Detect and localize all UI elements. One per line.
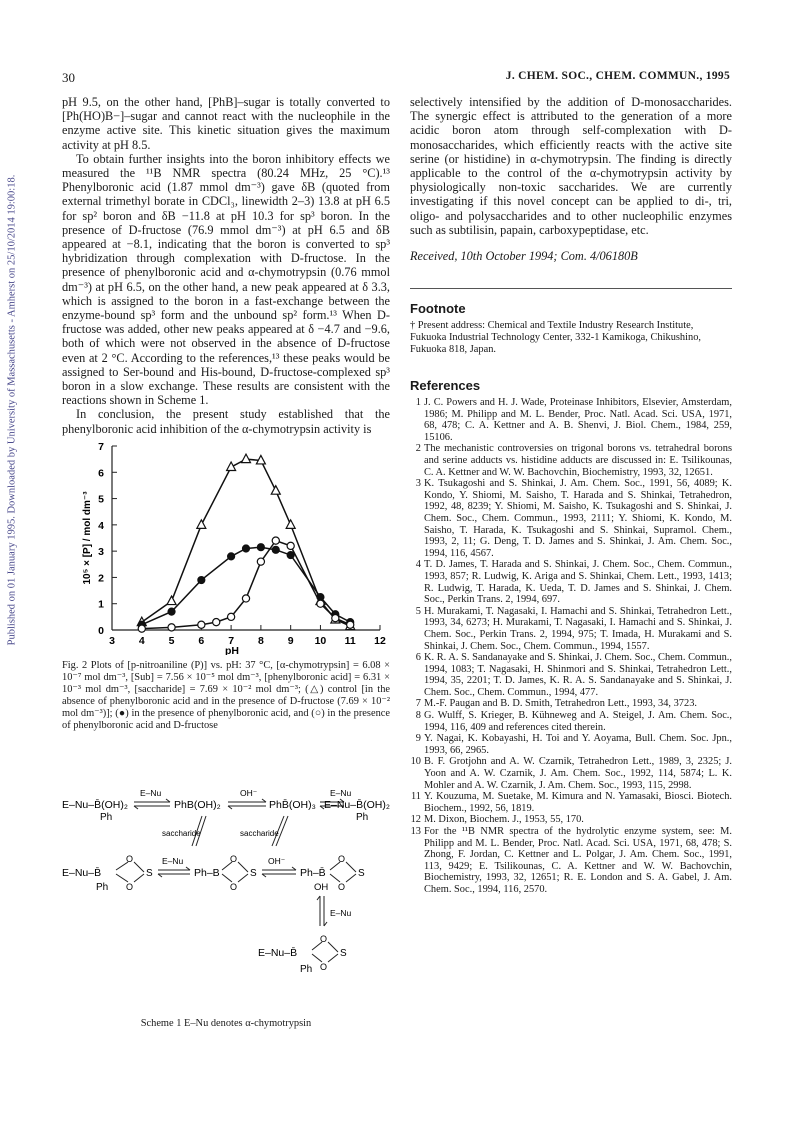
- paragraph-1: pH 9.5, on the other hand, [PhB]–sugar is totally converted to [Ph(HO)B−]–sugar and cannot react with the nucleophile in the enzyme active site. This kinetic situation gives the maximum activity at pH 8.5.: [62, 95, 390, 152]
- y-tick-label: 5: [98, 493, 104, 506]
- x-tick-label: 10: [314, 635, 327, 647]
- y-tick-label: 3: [98, 546, 104, 559]
- reference-item: [410, 698, 732, 710]
- reference-number: 3: [415, 478, 421, 490]
- reference-item: [410, 606, 732, 652]
- ring-s-2: S: [250, 868, 257, 879]
- figure-2-chart: [60, 440, 390, 655]
- reference-text: Y. Nagai, K. Kobayashi, H. Toi and Y. Aoyama, Bull. Chem. Soc. Jpn., 1993, 66, 2965.: [424, 733, 732, 756]
- saccharide-label-1: saccharide: [162, 829, 201, 838]
- reference-list: [410, 397, 732, 896]
- filled-circle-marker: [228, 553, 235, 560]
- scheme-species-3: PhB̄(OH)₃: [269, 799, 316, 811]
- ring-o-4a: O: [320, 934, 328, 944]
- equilibrium-arrow-1: [134, 799, 170, 809]
- reference-text: K. R. A. S. Sandanayake and S. Shinkai, J. Chem. Soc., Chem. Commun., 1994, 1083; T. Nagasaki, H. Shinmori and S. Shinkai, Tetrahedron Lett., 1994, 35, 2201; T. D. James, K. R. A. S. Sandanayake and S. Shinkai, J. Chem. Soc., Chem. Commun., 1994, 477.: [424, 652, 732, 698]
- y-tick-label: 1: [98, 598, 104, 611]
- reference-number: 4: [415, 559, 421, 571]
- scheme-arrow-label-3: E–Nu: [330, 788, 352, 798]
- ring-o-3b: O: [338, 882, 346, 892]
- ring-s-1: S: [146, 868, 153, 879]
- scheme-species-1-ph: Ph: [100, 812, 113, 823]
- scheme-1: [62, 786, 390, 1011]
- reference-text: The mechanistic controversies on trigonal borons vs. tetrahedral borons and serine adducts vs. histidine adducts are discussed in: E. Tsilikounas, C. A. Kettner and W. W. Bachovchin, Biochemistry, 1993, 32, 12651.: [424, 443, 732, 478]
- diol-ring-4: [312, 942, 338, 962]
- scheme-svg: [62, 786, 390, 1011]
- reference-item: [410, 478, 732, 559]
- paragraph-2: To obtain further insights into the boron inhibitory effects we measured the ¹¹B NMR spectra (80.24 MHz, 25 °C).¹³ Phenylboronic acid (1.87 mmol dm⁻³) gave δB (quoted from external trimethyl borate in CDCl₃, linewidth 2–3) 13.8 at pH 6.5 for sp² boron and δB −11.8 at pH 10.3 for sp³ boron. In the presence of D-fructose (76.9 mmol dm⁻³) at pH 6.5 and δB appeared at −8.1, indicating that the boron is converted to sp³ hybridization through complexation with D-fructose. In the presence of phenylboronic acid and α-chymotrypsin (0.76 mmol dm⁻³) at pH 6.5, on the other hand, a new peak appeared at δ 3.3, which is assigned to the boron in a fast-exchange between the enzyme-bound sp³ form and the unbound sp² form.¹³ When D-fructose was added, other new peaks appeared at δ −4.7 and −9.6, both of which were not observed in the absence of D-fructose even at 2 °C. According to the references,¹³ these peaks would be assigned to Ser-bound and His-bound, D-fructose-complexed sp³ boron in a slow exchange. These results are consistent with the reactions shown in Scheme 1.: [62, 151, 390, 408]
- reference-item: [410, 559, 732, 605]
- section-rule: [410, 288, 732, 289]
- reference-item: [410, 397, 732, 443]
- reference-text: K. Tsukagoshi and S. Shinkai, J. Am. Chem. Soc., 1991, 56, 4089; K. Kondo, Y. Shiomi, M. Saisho, T. Harada and S. Shinkai, Tetrahedron, 1992, 48, 8239; Y. Shiomi, M. Saisho, K. Tsukagoshi and S. Shinkai, J. Chem. Soc., Chem. Commun., 1993, 2111; Y. Shiomi, K. Kondo, M. Saisho, T. Harada, K. Tsukagoshi and S. Shinkai, Supramol. Chem., 1993, 2, 11; G. Deng, T. D. James and S. Shinkai, J. Am. Chem. Soc., 1994, 116, 4567.: [424, 478, 732, 559]
- scheme-species-4: E–Nu–B̄(OH)₂: [324, 799, 390, 811]
- scheme-arrow-label-2: OH⁻: [240, 788, 258, 798]
- x-tick-label: 11: [344, 635, 356, 647]
- filled-circle-marker: [242, 545, 249, 552]
- scheme-arrow-label-1: E–Nu: [140, 788, 162, 798]
- paragraph-4: selectively intensified by the addition of D-monosaccharides. The synergic effect is attributed to the generation of a more acidic boron atom through self-complexation with D-monosaccharides, which efficiently reacts with the active site serine (or histidine) in α-chymotrypsin. The finding is directly applicable to the control of the α-chymotrypsin activity by physiologically non-toxic saccharides. We are currently investigating if this novel concept can be applied to di-, tri, oligo- and polysaccharides and to other nucleophilic enzymes such as subtilisin, papain, carboxypeptidase, etc.: [410, 95, 732, 237]
- filled-circle-marker: [257, 544, 264, 551]
- download-watermark-text: Published on 01 January 1995. Downloaded by University of Massachusetts - Amherst on 25/10/2014 19:00:18.: [6, 174, 18, 646]
- open-circle-marker: [347, 621, 354, 628]
- footnote-heading: Footnote: [410, 301, 466, 317]
- triangle-marker: [167, 596, 176, 605]
- y-tick-label: 4: [98, 519, 104, 532]
- ring-o-2b: O: [230, 882, 238, 892]
- triangle-marker: [286, 520, 295, 529]
- reference-text: J. C. Powers and H. J. Wade, Proteinase Inhibitors, Elsevier, Amsterdam, 1986; M. Philipp and M. L. Bender, Proc. Natl. Acad. Sci. USA, 1971, 68, 478; C. A. Kettner and A. B. Shenvi, J. Biol. Chem., 1984, 259, 15106.: [424, 397, 732, 443]
- triangle-marker: [242, 454, 251, 463]
- y-tick-label: 7: [98, 441, 104, 453]
- ring-o-3a: O: [338, 854, 346, 864]
- right-column: [410, 95, 732, 896]
- ring-o-1b: O: [126, 882, 134, 892]
- reference-item: [410, 756, 732, 791]
- x-tick-label: 4: [138, 635, 145, 647]
- download-watermark: [4, 130, 20, 690]
- x-tick-label: 9: [287, 635, 294, 647]
- y-axis-label: 10⁵ × [P] / mol dm⁻³: [82, 491, 93, 585]
- open-circle-marker: [242, 595, 249, 602]
- received-line: Received, 10th October 1994; Com. 4/06180B: [410, 249, 638, 264]
- filled-circle-marker: [272, 546, 279, 553]
- reference-number: 9: [415, 733, 421, 745]
- footnote-text: † Present address: Chemical and Textile Industry Research Institute, Fukuoka Industrial Technology Center, 332-1 Kamikoga, Chikushino, Fukuoka 818, Japan.: [410, 320, 702, 356]
- journal-running-head: J. CHEM. SOC., CHEM. COMMUN., 1995: [505, 70, 730, 82]
- ring-o-2a: O: [230, 854, 238, 864]
- reference-number: 7: [415, 698, 421, 710]
- reference-item: [410, 826, 732, 896]
- triangle-marker: [271, 486, 280, 495]
- references-heading: References: [410, 378, 481, 394]
- triangle-marker: [227, 462, 236, 471]
- open-circle-marker: [198, 621, 205, 628]
- reference-number: 13: [410, 826, 421, 837]
- reference-text: T. D. James, T. Harada and S. Shinkai, J. Chem. Soc., Chem. Commun., 1993, 857; R. Ludwig, K. Ariga and S. Shinkai, Chem. Lett., 1993, 1413; R. Ludwig, T. Harada, K. Ueda, T. D. James and S. Shinkai, J. Chem. Soc., Perkin Trans. 2, 1994, 697.: [424, 559, 732, 606]
- scheme-row2-arrow-label-1: E–Nu: [162, 856, 184, 866]
- scheme-bottom-ph: Ph: [300, 964, 313, 975]
- reference-text: H. Murakami, T. Nagasaki, I. Hamachi and S. Shinkai, Tetrahedron Lett., 1993, 34, 6273; H. Murakami, T. Nagasaki, I. Hamachi and S. Shinkai, J. Chem. Soc., Perkin Trans. 2, 1994, 975; T. Imada, H. Murakami and S. Shinkai, J. Chem. Soc., Chem. Commun., 1994, 1557.: [424, 605, 732, 652]
- open-circle-marker: [287, 542, 294, 549]
- row2-arrow-2: [262, 867, 296, 877]
- ring-o-1a: O: [126, 854, 134, 864]
- triangle-marker: [197, 520, 206, 529]
- row2-arrow-1: [158, 867, 190, 877]
- open-circle-marker: [317, 600, 324, 607]
- ring-s-4: S: [340, 948, 347, 959]
- reference-item: [410, 652, 732, 698]
- reference-text: M.-F. Paugan and B. D. Smith, Tetrahedron Lett., 1993, 34, 3723.: [424, 698, 697, 710]
- y-tick-label: 2: [98, 572, 104, 585]
- open-circle-marker: [272, 537, 279, 544]
- ring-o-4b: O: [320, 962, 328, 972]
- down-arrow: [317, 896, 327, 926]
- diol-ring-2: [222, 862, 248, 882]
- x-tick-label: 7: [228, 635, 235, 647]
- scheme-row2-species-2: Ph–B: [194, 867, 220, 879]
- scheme-species-4-ph: Ph: [356, 812, 369, 823]
- equilibrium-arrow-2: [228, 799, 266, 809]
- scheme-species-2: PhB(OH)₂: [174, 799, 221, 811]
- scheme-caption: Scheme 1 E–Nu denotes α-chymotrypsin: [140, 1018, 312, 1029]
- left-column: [62, 95, 390, 436]
- scheme-row2-arrow-label-2: OH⁻: [268, 856, 286, 866]
- reference-text: Y. Kouzuma, M. Suetake, M. Kimura and N. Yamasaki, Biosci. Biotech. Biochem., 1992, 56, 1819.: [424, 791, 732, 814]
- scheme-species-1: E–Nu–B̄(OH)₂: [62, 799, 128, 811]
- saccharide-label-2: saccharide: [240, 829, 279, 838]
- reference-item: [410, 814, 732, 826]
- open-circle-marker: [332, 615, 339, 622]
- open-circle-marker: [138, 625, 145, 632]
- scheme-oh-label: OH: [314, 882, 329, 893]
- reference-number: 1: [415, 397, 421, 409]
- open-circle-marker: [257, 558, 264, 565]
- reference-number: 2: [415, 443, 421, 455]
- reference-text: B. F. Grotjohn and A. W. Czarnik, Tetrahedron Lett., 1989, 3, 2325; J. Yoon and A. W. Czarnik, J. Am. Chem. Soc., 1992, 114, 5874; L. K. Mohler and A. W. Czarnik, J. Am. Chem. Soc., 1993, 115, 2998.: [424, 756, 732, 791]
- x-tick-label: 3: [109, 635, 115, 647]
- y-tick-label: 0: [98, 625, 104, 637]
- x-tick-label: 5: [168, 635, 175, 647]
- open-circle-marker: [228, 613, 235, 620]
- open-circle-marker: [168, 624, 175, 631]
- open-circle-marker: [213, 619, 220, 626]
- series-line: [142, 541, 350, 629]
- scheme-down-arrow-label: E–Nu: [330, 908, 352, 918]
- filled-circle-marker: [287, 551, 294, 558]
- diol-ring-3: [330, 862, 356, 882]
- scheme-row2-species-1: E–Nu–B̄: [62, 867, 102, 879]
- y-tick-label: 6: [98, 467, 104, 480]
- reference-text: G. Wulff, S. Krieger, B. Kühneweg and A. Steigel, J. Am. Chem. Soc., 1994, 116, 409 and references cited therein.: [424, 710, 732, 733]
- reference-number: 11: [410, 791, 421, 803]
- scheme-row2-species-3: Ph–B̄: [300, 867, 326, 879]
- x-axis-label: pH: [225, 645, 239, 655]
- filled-circle-marker: [168, 608, 175, 615]
- ring-s-3: S: [358, 868, 365, 879]
- reference-number: 12: [410, 814, 421, 826]
- reference-item: [410, 791, 732, 814]
- diol-ring-1: [116, 862, 144, 882]
- reference-number: 6: [415, 652, 421, 664]
- x-tick-label: 6: [198, 635, 205, 647]
- page-number: 30: [62, 70, 75, 85]
- reference-item: [410, 443, 732, 478]
- scheme-bottom-species: E–Nu–B̄: [258, 947, 298, 959]
- x-tick-label: 12: [374, 635, 386, 647]
- reference-number: 5: [415, 605, 421, 617]
- chart-svg: [60, 440, 390, 655]
- reference-text: For the ¹¹B NMR spectra of the hydrolytic enzyme system, see: M. Philipp and M. L. Bender, Proc. Natl. Acad. Sci. USA, 1971, 68, 478; S. Zhong, F. Jordan, C. Kettner and L. Polgar, J. Am. Chem. Soc., 1991, 113, 9429; E. Tsilikounas, C. A. Kettner and W. W. Bachovchin, Biochemistry, 1993, 32, 12651; R. E. London and S. A. Gabel, J. Am. Chem. Soc., 1994, 116, 2570.: [424, 826, 732, 895]
- filled-circle-marker: [198, 576, 205, 583]
- x-tick-label: 8: [257, 635, 264, 647]
- reference-item: [410, 710, 732, 733]
- figure-caption: Fig. 2 Plots of [p-nitroaniline (P)] vs. pH: 37 °C, [α-chymotrypsin] = 6.08 × 10⁻⁷ mol dm⁻³, [Sub] = 7.56 × 10⁻⁵ mol dm⁻³, [phenylboronic acid] = 6.31 × 10⁻³ mol dm⁻³, [saccharide] = 7.69 × 10⁻² mol dm⁻³; (△) control [in the absence of phenylboronic acid and in the presence of D-fructose (7.69 × 10⁻² mol dm⁻³)]; (●) in the presence of phenylboronic acid, and (○) in the presence of phenylboronic acid and D-fructose: [62, 660, 390, 731]
- reference-item: [410, 733, 732, 756]
- paragraph-3: In conclusion, the present study established that the phenylboronic acid inhibition of the α-chymotrypsin activity is: [62, 407, 390, 436]
- scheme-species-1-ph-row2: Ph: [96, 882, 109, 893]
- reference-number: 10: [410, 756, 421, 768]
- reference-number: 8: [415, 710, 421, 722]
- reference-text: M. Dixon, Biochem. J., 1953, 55, 170.: [424, 814, 584, 826]
